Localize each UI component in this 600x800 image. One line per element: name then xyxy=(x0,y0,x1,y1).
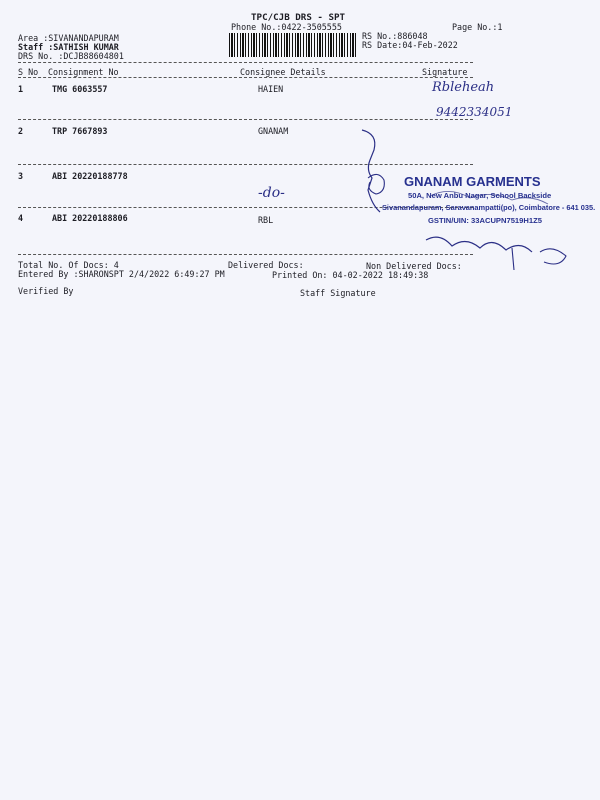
drs-number: DRS No. :DCJB88604801 xyxy=(18,51,124,61)
row-1-consignee: HAIEN xyxy=(258,84,284,94)
entered-by: Entered By :SHARONSPT 2/4/2022 6:49:27 PM xyxy=(18,269,225,279)
row-3-consignment: ABI 20220188778 xyxy=(52,171,128,181)
column-header-sno: S No xyxy=(18,67,39,77)
row-4-consignment: ABI 20220188806 xyxy=(52,213,128,223)
row-1-sno: 1 xyxy=(18,84,24,94)
stamp-address-line-1: 50A, New Anbu Nagar, School Backside xyxy=(408,191,552,200)
area-field: Area :SIVANANDAPURAM xyxy=(18,33,119,43)
row-3-ditto-mark: -do- xyxy=(258,185,285,201)
rs-number: RS No.:886048 xyxy=(362,31,428,41)
stamp-address-line-2: Sivanandapuram, Saravanampatti(po), Coimbatore - 641 035. xyxy=(382,203,596,212)
column-header-signature: Signature xyxy=(422,67,468,77)
delivered-docs: Delivered Docs: xyxy=(228,260,304,270)
page-number: Page No.:1 xyxy=(452,22,503,32)
verified-by: Verified By xyxy=(18,286,74,296)
stamp-company-name: GNANAM GARMENTS xyxy=(404,174,541,189)
total-docs: Total No. Of Docs: 4 xyxy=(18,260,119,270)
phone-number: Phone No.:0422-3505555 xyxy=(231,22,342,32)
column-header-consignment: Consignment No xyxy=(48,67,119,77)
staff-signature: Staff Signature xyxy=(300,288,376,298)
row-4-consignee: RBL xyxy=(258,215,274,225)
row-2-consignee: GNANAM xyxy=(258,126,289,136)
non-delivered-docs: Non Delivered Docs: xyxy=(366,261,462,271)
column-header-consignee: Consignee Details xyxy=(240,67,326,77)
printed-on: Printed On: 04-02-2022 18:49:38 xyxy=(272,270,429,280)
row-2-consignment: TRP 7667893 xyxy=(52,126,108,136)
row-2-sno: 2 xyxy=(18,126,24,136)
rs-date: RS Date:04-Feb-2022 xyxy=(362,40,458,50)
row-1-signature-name: Rbleheah xyxy=(432,80,495,95)
row-4-sno: 4 xyxy=(18,213,24,223)
row-3-sno: 3 xyxy=(18,171,24,181)
row-1-consignment: TMG 6063557 xyxy=(52,84,108,94)
stamp-gstin: GSTIN/UIN: 33ACUPN7519H1Z5 xyxy=(428,216,542,225)
row-1-signature-phone: 9442334051 xyxy=(436,105,513,119)
staff-field: Staff :SATHISH KUMAR xyxy=(18,42,119,52)
document-title: TPC/CJB DRS - SPT xyxy=(251,12,346,23)
